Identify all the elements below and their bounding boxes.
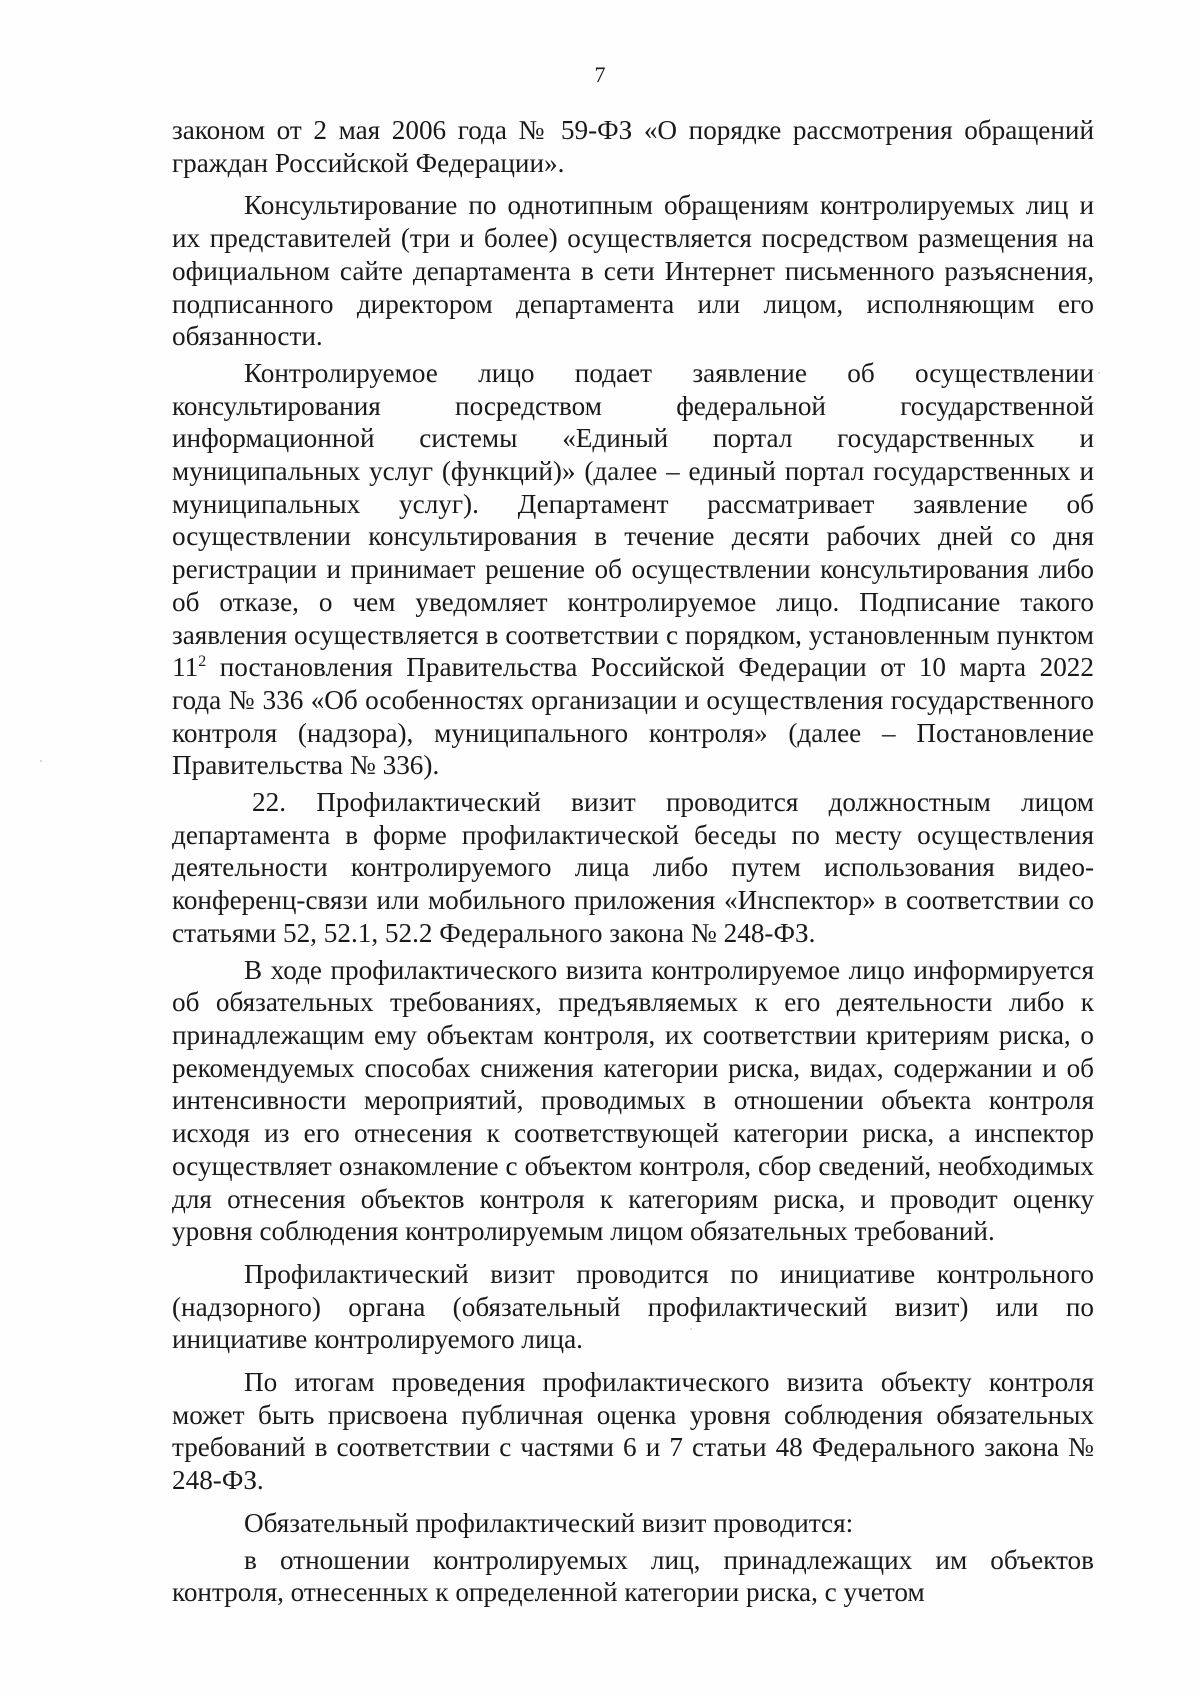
page-number: 7 [594,62,606,87]
paragraph-preventive-visit: 22. Профилактический визит проводится должностным лицом департамента в форме профилактической беседы по месту осуществления деятельности контролируемого лица либо путем использования видео-конференц-связи или мобильного приложения «Инспектор» в соответствии со статьями 52, 52.1, 52.2 Федерального закона № 248-ФЗ. [172,787,1094,948]
paragraph-visit-initiative: Профилактический визит проводится по инициативе контрольного (надзорного) органа (обязательный профилактический визит) или по инициативе контролируемого лица. [172,1258,1094,1355]
paragraph-visit-informing: В ходе профилактического визита контролируемое лицо информируется об обязательных требованиях, предъявляемых к его деятельности либо к принадлежащим ему объектам контроля, их соответствии критериям риска, о рекомендуемых способах снижения категории риска, видах, содержании и об интенсивности мероприятий, проводимых в отношении объекта контроля исходя из его отнесения к соответствующей категории риска, а инспектор осуществляет ознакомление с объектом контроля, сбор сведений, необходимых для отнесения объектов контроля к категориям риска, и проводит оценку уровня соблюдения контролируемым лицом обязательных требований. [172,954,1094,1247]
superscript-index: 2 [198,653,207,671]
paragraph-mandatory-visit-conditions: в отношении контролируемых лиц, принадлежащих им объектов контроля, отнесенных к определенной категории риска, с учетом [172,1544,1094,1608]
paragraph-public-assessment: По итогам проведения профилактического визита объекту контроля может быть присвоена публичная оценка уровня соблюдения обязательных требований в соответствии с частями 6 и 7 статьи 48 Федерального закона № 248-ФЗ. [172,1367,1094,1496]
paragraph-consulting-similar-requests: Консультирование по однотипным обращениям контролируемых лиц и их представителей (три и более) осуществляется посредством размещения на официальном сайте департамента в сети Интернет письменного разъяснения, подписанного директором департамента или лицом, исполняющим его обязанности. [172,190,1094,352]
scan-speck [40,760,42,762]
paragraph-mandatory-visit: Обязательный профилактический визит проводится: [244,1507,854,1538]
paragraph-consulting-application-text: Контролируемое лицо подает заявление об осуществлении консультирования посредством федеральной государственной информационной системы «Единый портал государственных и муниципальных услуг (функций)» (далее – единый портал государственных и муниципальных услуг). Департамент рассматривает заявление об осуществлении консультирования в течение десяти рабочих дней со дня регистрации и принимает решение об осуществлении консультирования либо об отказе, о чем уведомляет контролируемое лицо. Подписание такого заявления осуществляется в соответствии с порядком, установленным пунктом 11 [172,357,1094,683]
document-body [172,114,1094,1609]
scan-speck [690,1328,692,1330]
paragraph-law-reference: законом от 2 мая 2006 года № 59-ФЗ «О порядке рассмотрения обращений граждан Российской Федерации». [172,115,1094,178]
paragraph-consulting-application [172,357,1094,782]
scan-speck [1098,372,1100,374]
paragraph-consulting-application-text-cont: постановления Правительства Российской Федерации от 10 марта 2022 года № 336 «Об особенностях организации и осуществления государственного контроля (надзора), муниципального контроля» (далее – Постановление Правительства № 336). [172,652,1094,781]
